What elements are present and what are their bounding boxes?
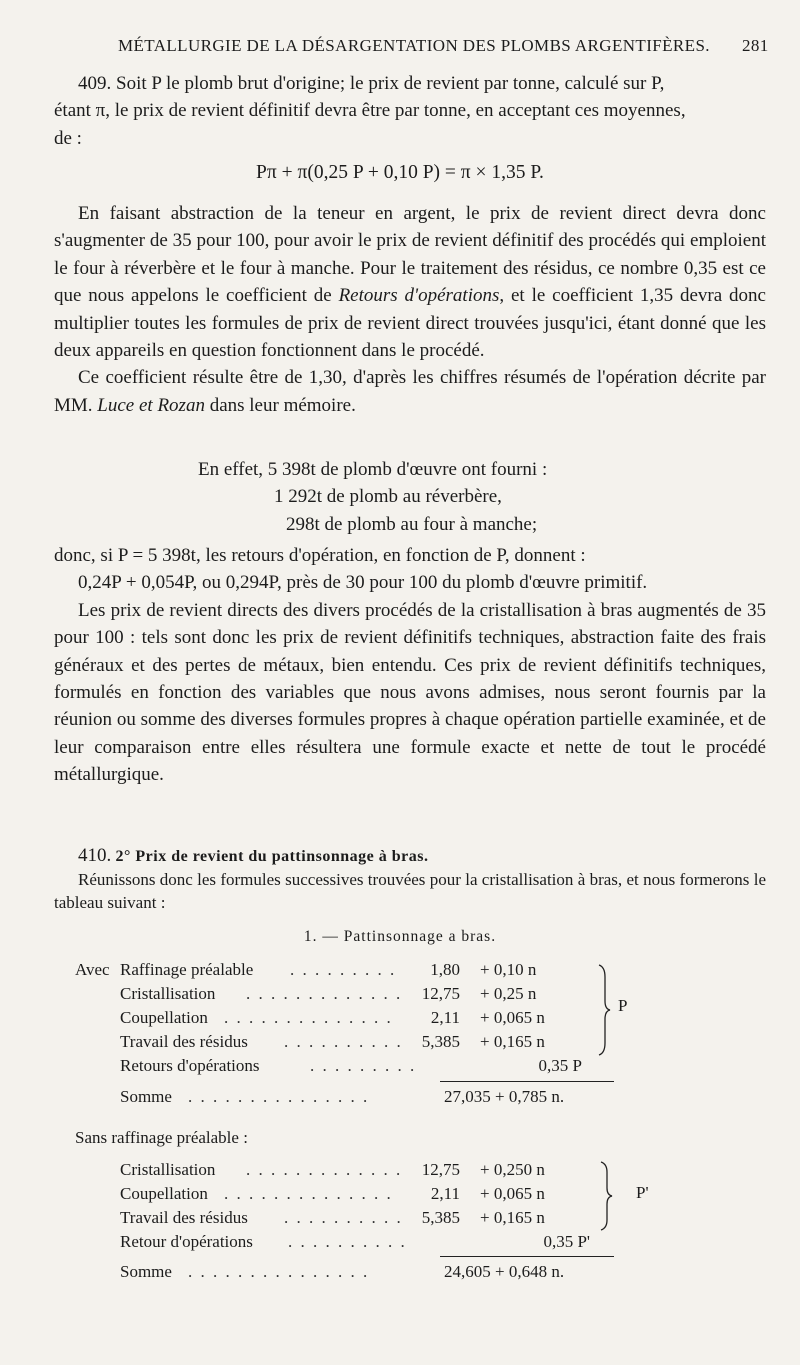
avec-label: Avec — [75, 960, 110, 979]
table-row — [0, 1208, 800, 1232]
table-row-sum — [0, 1087, 800, 1111]
row-value: 5,385 — [421, 1208, 460, 1227]
row-label: Cristallisation — [120, 1160, 216, 1179]
dot-leader: . . . . . . . . . . — [284, 1032, 403, 1051]
section-410-number: 410. — [78, 845, 112, 866]
intro-line-2: étant π, le prix de revient définitif devra être par tonne, en acceptant ces moyennes, — [54, 100, 686, 122]
p3-start: Ce coefficient résulte être de 1,30, d'après les chiffres résumés de l'opération décrite par MM. — [54, 367, 766, 416]
table-row — [0, 1160, 800, 1184]
row-label: Coupellation — [120, 1008, 208, 1027]
dot-leader: . . . . . . . . . . . . . . — [224, 1008, 393, 1027]
paragraph-6: Les prix de revient directs des divers procédés de la cristallisation à bras augmentés de 35 pour 100 : tels sont donc les prix de revient définitifs techniques, abstraction faite des frais généraux et des pertes de métaux, bien entendu. Ces prix de revient définitifs techniques, formulés en fonction des variables que nous avons admises, nous seront fournis par la réunion ou somme des diverses formules propres à chaque opération partielle examinée, et de leur comparaison entre elles résultera une formule exacte et nette de tout le procédé métallurgique. — [54, 599, 766, 786]
row-label: Travail des résidus — [120, 1208, 248, 1227]
section-410-heading: 2° Prix de revient du pattinsonnage à bras. — [115, 848, 429, 865]
p2-italic: Retours d'opérations — [338, 285, 500, 307]
paragraph-4: donc, si P = 5 398t, les retours d'opération, en fonction de P, donnent : — [54, 545, 586, 566]
p2-end: , et le coefficient 1,35 devra donc multiplier toutes les formules de prix de revient direct trouvées jusqu'ici, étant donné que les deux appareils en question fonctionnent dans le procédé. — [54, 285, 766, 362]
row-value: 0,35 P' — [543, 1232, 590, 1251]
dot-leader: . . . . . . . . . — [310, 1056, 417, 1075]
dot-leader: . . . . . . . . . . . . . . — [224, 1184, 393, 1203]
table-row — [0, 1032, 800, 1056]
section-410-intro: Réunissons donc les formules successives trouvées pour la cristallisation à bras, et nous formerons le tableau suivant : — [54, 870, 766, 912]
row-value: 12,75 — [421, 984, 460, 1003]
dot-leader: . . . . . . . . . . — [288, 1232, 407, 1251]
running-header — [0, 36, 800, 60]
table-row — [0, 984, 800, 1008]
center-line-3: 298t de plomb au four à manche; — [286, 513, 538, 535]
sum-rule — [440, 1256, 614, 1257]
intro-line-1: 409. Soit P le plomb brut d'origine; le prix de revient par tonne, calculé sur P, — [78, 73, 665, 94]
section-410-head — [54, 844, 766, 914]
row-label: Raffinage préalable — [120, 960, 254, 979]
paragraph-3 — [54, 364, 766, 419]
table-row — [0, 1008, 800, 1032]
center-line-1: En effet, 5 398t de plomb d'œuvre ont fourni : — [198, 459, 548, 480]
dot-leader: . . . . . . . . . . . . . — [246, 984, 403, 1003]
page-number: 281 — [742, 36, 769, 55]
row-coefficient: + 0,065 n — [480, 1008, 545, 1027]
p2-text: En faisant abstraction de la teneur en argent, le prix de revient direct devra donc s'augmenter de 35 pour 100, pour avoir le prix de revient définitif des procédés qui emploient le four à réverbère et le four à manche. Pour le traitement des résidus, ce nombre 0,35 est ce que nous appelons le coefficient de — [54, 203, 766, 307]
dot-leader: . . . . . . . . . . . . . — [246, 1160, 403, 1179]
row-label: Retours d'opérations — [120, 1056, 260, 1075]
brace-label: P' — [636, 1183, 649, 1202]
dot-leader: . . . . . . . . . . . . . . . — [188, 1087, 370, 1106]
centered-figures — [186, 456, 646, 538]
intro-line-3: de : — [54, 127, 82, 149]
row-value: 0,35 P — [538, 1056, 582, 1075]
table-row — [0, 960, 800, 984]
sum-value: 24,605 + 0,648 n. — [444, 1262, 565, 1281]
brace-icon — [596, 963, 612, 1057]
sum-rule — [440, 1081, 614, 1082]
row-coefficient: + 0,165 n — [480, 1032, 545, 1051]
row-value: 1,80 — [430, 960, 460, 979]
brace-label: P — [618, 996, 628, 1015]
center-line-2: 1 292t de plomb au réverbère, — [274, 486, 502, 508]
row-value: 2,11 — [430, 1184, 460, 1203]
dot-leader: . . . . . . . . . . — [284, 1208, 403, 1227]
paragraph-5: 0,24P + 0,054P, ou 0,294P, près de 30 pour 100 du plomb d'œuvre primitif. — [78, 572, 648, 594]
sum-label: Somme — [120, 1262, 172, 1281]
paragraph-2 — [54, 200, 766, 364]
row-coefficient: + 0,165 n — [480, 1208, 545, 1227]
row-value: 12,75 — [421, 1160, 460, 1179]
dot-leader: . . . . . . . . . — [290, 960, 397, 979]
paragraph-coefficient — [54, 200, 766, 419]
row-coefficient: + 0,250 n — [480, 1160, 545, 1179]
section-409-intro — [54, 70, 766, 152]
sum-label: Somme — [120, 1087, 172, 1106]
dot-leader: . . . . . . . . . . . . . . . — [188, 1262, 370, 1281]
row-coefficient: + 0,065 n — [480, 1184, 545, 1203]
p3-end: dans leur mémoire. — [209, 394, 356, 416]
sans-label: Sans raffinage préalable : — [75, 1128, 248, 1147]
row-coefficient: + 0,10 n — [480, 960, 537, 979]
header-title: MÉTALLURGIE DE LA DÉSARGENTATION DES PLOMBS ARGENTIFÈRES. — [118, 36, 710, 55]
table-title: 1. — Pattinsonnage a bras. — [303, 928, 497, 945]
row-label: Cristallisation — [120, 984, 216, 1003]
table-row — [0, 1184, 800, 1208]
row-value: 2,11 — [430, 1008, 460, 1027]
table-row-sum — [0, 1262, 800, 1286]
row-label: Travail des résidus — [120, 1032, 248, 1051]
row-coefficient: + 0,25 n — [480, 984, 537, 1003]
sum-value: 27,035 + 0,785 n. — [444, 1087, 565, 1106]
p3-italic: Luce et Rozan — [97, 394, 205, 416]
row-label: Retour d'opérations — [120, 1232, 253, 1251]
table-row — [0, 1232, 800, 1256]
formula-line: Pπ + π(0,25 P + 0,10 P) = π × 1,35 P. — [256, 162, 544, 183]
section-410-title — [54, 844, 766, 868]
brace-icon — [598, 1160, 614, 1232]
row-label: Coupellation — [120, 1184, 208, 1203]
table-row — [0, 1056, 800, 1080]
row-value: 5,385 — [421, 1032, 460, 1051]
paragraph-results — [54, 542, 766, 789]
